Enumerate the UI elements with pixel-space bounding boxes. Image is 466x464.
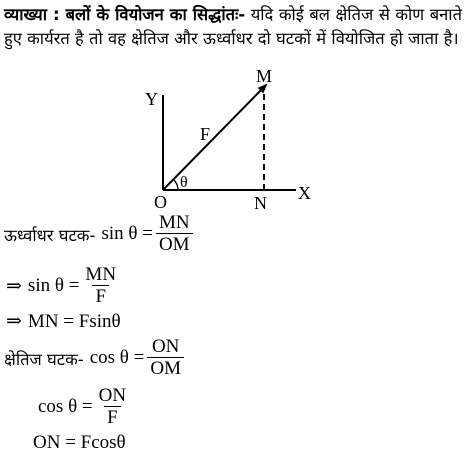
eq2-numerator: MN — [85, 264, 117, 285]
eq2-lhs: sin θ = — [27, 275, 80, 296]
vertical-component-label: ऊर्ध्वाधर घटक- — [4, 225, 96, 245]
origin-label: O — [154, 192, 167, 212]
eq5-denominator: F — [104, 406, 121, 429]
point-m-label: M — [256, 66, 273, 86]
eq1-numerator: MN — [158, 212, 190, 233]
equation-row-2 — [6, 264, 119, 308]
eq1-lhs: sin θ = — [101, 223, 153, 244]
eq2-denominator: F — [92, 285, 109, 308]
equation-row-3 — [6, 310, 121, 333]
eq4-denominator: OM — [147, 357, 184, 380]
point-n-label: N — [254, 193, 267, 213]
eq4-lhs: cos θ = — [89, 347, 145, 368]
implies-arrow-2: ⇒ — [6, 311, 22, 332]
implies-arrow-1: ⇒ — [6, 275, 22, 297]
paragraph-text: यदि कोई बल क्षेतिज से कोण बनाते हुए कार्यरत है तो वह क्षेतिज और ऊर्ध्वाधर दो घटकों में वियोजित हो जाता है। — [4, 5, 462, 48]
x-axis-label: X — [298, 183, 311, 203]
paragraph-heading: व्याख्या : बलों के वियोजन का सिद्धांतः- — [4, 5, 246, 24]
equation-row-1 — [4, 212, 193, 256]
eq2-fraction — [82, 264, 119, 308]
eq1-fraction — [156, 212, 193, 256]
force-vector-line — [163, 85, 266, 190]
force-label: F — [200, 124, 211, 144]
eq1-denominator: OM — [156, 233, 193, 256]
eq5-lhs: cos θ = — [38, 396, 93, 417]
eq5-fraction — [96, 385, 129, 429]
horizontal-component-label: क्षेतिज घटक- — [4, 349, 84, 369]
eq4-numerator: ON — [151, 336, 180, 357]
angle-label: θ — [180, 174, 188, 191]
eq4-fraction — [147, 336, 184, 380]
equation-row-6 — [33, 432, 126, 454]
eq3: MN = Fsinθ — [27, 310, 121, 332]
eq5-numerator: ON — [98, 385, 127, 406]
equation-row-4 — [4, 336, 184, 380]
angle-arc — [173, 179, 178, 190]
equation-row-5 — [38, 385, 129, 429]
y-axis-label: Y — [145, 89, 158, 109]
eq6: ON = Fcosθ — [33, 432, 126, 453]
